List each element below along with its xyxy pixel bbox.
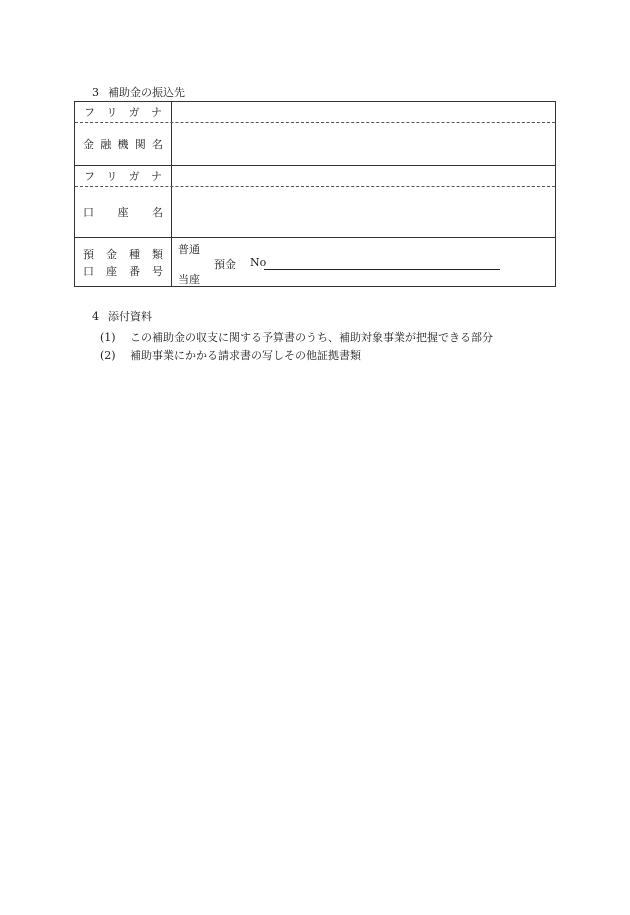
deposit-option-current[interactable]: 当座	[178, 273, 200, 286]
account-number-field[interactable]	[264, 269, 500, 270]
section-4-heading	[92, 308, 152, 324]
deposit-word: 預金	[214, 258, 236, 271]
attachment-item	[100, 347, 361, 363]
field-deposit-account-number	[172, 238, 555, 286]
label-account-name: 口 座 名	[75, 187, 172, 237]
field-account-name[interactable]	[172, 187, 555, 237]
field-bank-name[interactable]	[172, 123, 555, 165]
deposit-option-ordinary[interactable]: 普通	[178, 243, 200, 256]
attachment-item	[100, 329, 493, 345]
section-4-number: 4	[92, 310, 99, 323]
attachment-index: (2)	[100, 349, 116, 362]
label-deposit-account-number: 預 金 種 類 口 座 番 号	[75, 238, 172, 286]
field-furigana-account[interactable]	[172, 166, 555, 186]
attachment-index: (1)	[100, 331, 116, 344]
row-furigana-bank	[75, 102, 555, 123]
attachment-text: 補助事業にかかる請求書の写しその他証拠書類	[130, 349, 361, 362]
row-furigana-account	[75, 166, 555, 187]
row-account-name	[75, 187, 555, 238]
field-furigana-bank[interactable]	[172, 102, 555, 122]
account-no-label: No	[250, 256, 267, 269]
label-furigana-account: フ リ ガ ナ	[75, 166, 172, 186]
row-deposit-account-number	[75, 238, 555, 286]
section-4-title: 添付資料	[108, 310, 152, 323]
row-bank-name	[75, 123, 555, 166]
section-3-heading	[92, 84, 185, 100]
attachment-text: この補助金の収支に関する予算書のうち、補助対象事業が把握できる部分	[130, 331, 493, 344]
label-bank-name: 金 融 機 関 名	[75, 123, 172, 165]
section-3-title: 補助金の振込先	[108, 86, 185, 99]
section-3-number: 3	[92, 86, 99, 99]
bank-transfer-table	[74, 101, 556, 287]
label-furigana-bank: フ リ ガ ナ	[75, 102, 172, 122]
